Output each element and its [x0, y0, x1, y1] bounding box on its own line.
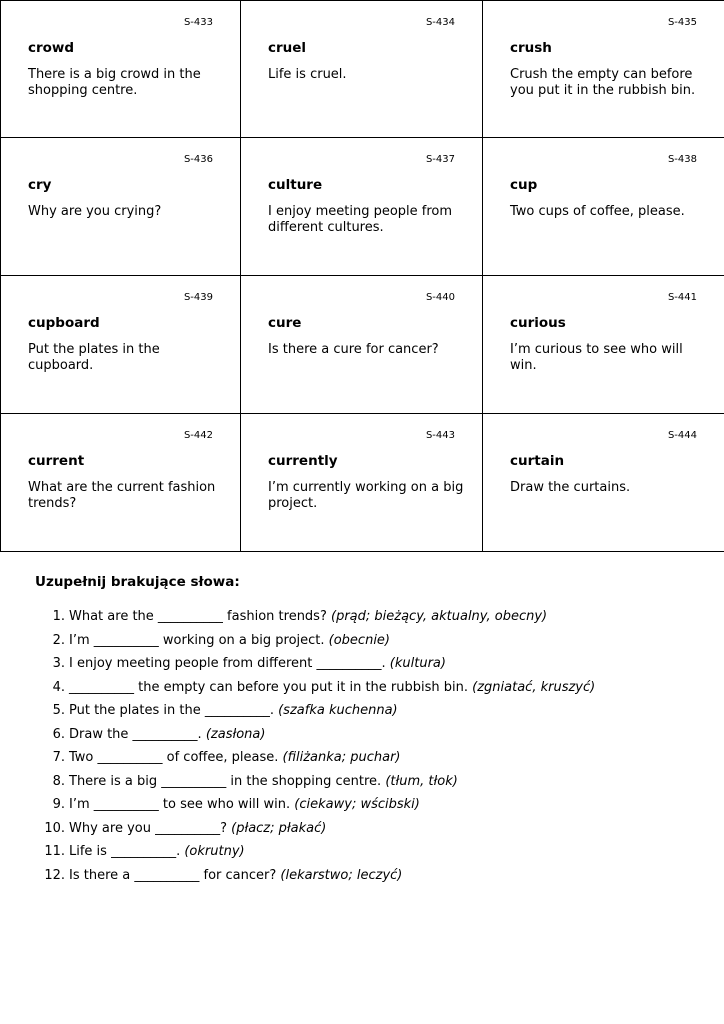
vocab-card — [0, 276, 241, 414]
item-sentence: Life is __________. — [69, 844, 181, 859]
item-sentence: Draw the __________. — [69, 726, 202, 742]
card-word: crush — [510, 40, 552, 56]
item-hint: (płacz; płakać) — [231, 820, 327, 836]
item-sentence: I’m __________ to see who will win. — [69, 797, 291, 812]
item-hint: (zgniatać, kruszyć) — [472, 679, 596, 695]
item-number: 9. — [52, 797, 65, 812]
item-sentence: I enjoy meeting people from different __________. — [69, 656, 386, 671]
card-example: I’m currently working on a big project. — [268, 480, 464, 511]
item-sentence: I’m __________ working on a big project. — [69, 632, 325, 648]
card-example: I’m curious to see who will win. — [510, 342, 683, 373]
vocab-card — [483, 414, 724, 552]
item-hint: (zasłona) — [205, 726, 266, 742]
item-number: 4. — [52, 679, 65, 695]
card-code: S-436 — [183, 154, 213, 165]
card-word: curtain — [510, 453, 565, 469]
card-word: culture — [268, 177, 323, 193]
item-sentence: Put the plates in the __________. — [69, 703, 274, 718]
exercise-item — [35, 840, 695, 864]
card-word: cry — [28, 177, 52, 193]
card-example: There is a big crowd in the shopping centre. — [28, 67, 201, 98]
card-example: Draw the curtains. — [510, 480, 631, 495]
item-number: 12. — [44, 867, 65, 883]
card-word: cup — [510, 177, 538, 193]
card-word: current — [28, 453, 85, 469]
card-code: S-443 — [425, 430, 455, 441]
card-example: Two cups of coffee, please. — [510, 204, 685, 219]
card-example: Life is cruel. — [268, 67, 347, 82]
card-code: S-433 — [183, 17, 213, 28]
item-hint: (tłum, tłok) — [385, 773, 458, 789]
card-code: S-435 — [667, 17, 697, 28]
item-number: 7. — [52, 750, 65, 765]
vocab-card — [0, 138, 241, 276]
vocab-card — [241, 414, 483, 552]
exercise-item — [35, 793, 695, 817]
vocab-card — [0, 414, 241, 552]
vocab-card — [483, 138, 724, 276]
card-code: S-444 — [667, 430, 697, 441]
item-sentence: Why are you __________? — [69, 820, 227, 836]
exercise-title: Uzupełnij brakujące słowa: — [35, 574, 240, 590]
card-word: cupboard — [28, 315, 100, 331]
card-word: crowd — [28, 40, 75, 56]
exercise-item — [35, 699, 695, 723]
exercise-item — [35, 770, 695, 794]
card-example: Crush the empty can before you put it in the rubbish bin. — [510, 67, 696, 98]
card-word: currently — [268, 453, 338, 469]
vocab-card — [483, 276, 724, 414]
exercise-item — [35, 817, 695, 841]
item-number: 10. — [44, 820, 65, 836]
exercise-item — [35, 723, 695, 747]
card-code: S-437 — [425, 154, 455, 165]
card-word: cruel — [268, 40, 307, 56]
exercise-item — [35, 652, 695, 676]
item-sentence: Is there a __________ for cancer? — [69, 867, 277, 883]
exercise-item — [35, 864, 695, 888]
card-example: Why are you crying? — [28, 204, 162, 219]
item-hint: (kultura) — [389, 656, 446, 671]
item-hint: (filiżanka; puchar) — [282, 750, 401, 765]
vocab-card — [483, 0, 724, 138]
vocab-card — [0, 0, 241, 138]
vocab-card — [241, 0, 483, 138]
exercise-item — [35, 629, 695, 653]
item-sentence: __________ the empty can before you put it in the rubbish bin. — [69, 679, 469, 695]
item-hint: (prąd; bieżący, aktualny, obecny) — [331, 609, 548, 624]
item-hint: (ciekawy; wścibski) — [294, 797, 420, 812]
fill-in-exercise — [35, 574, 695, 887]
card-code: S-440 — [425, 292, 455, 303]
item-number: 6. — [52, 726, 65, 742]
vocab-card — [241, 138, 483, 276]
item-sentence: Two __________ of coffee, please. — [69, 750, 279, 765]
card-code: S-439 — [183, 292, 213, 303]
item-hint: (okrutny) — [184, 844, 245, 859]
item-hint: (obecnie) — [328, 632, 390, 648]
item-hint: (szafka kuchenna) — [278, 703, 398, 718]
card-word: curious — [510, 315, 566, 331]
item-sentence: What are the __________ fashion trends? — [69, 609, 327, 624]
item-number: 3. — [52, 656, 65, 671]
exercise-item — [35, 676, 695, 700]
card-example: Put the plates in the cupboard. — [28, 342, 160, 373]
card-code: S-434 — [425, 17, 455, 28]
item-number: 8. — [52, 773, 65, 789]
card-code: S-441 — [667, 292, 697, 303]
item-number: 1. — [52, 609, 65, 624]
card-example: I enjoy meeting people from different cultures. — [268, 204, 453, 235]
exercise-item — [35, 746, 695, 770]
item-number: 2. — [52, 632, 65, 648]
exercise-list — [35, 605, 695, 887]
card-code: S-438 — [667, 154, 697, 165]
item-number: 5. — [52, 703, 65, 718]
exercise-item — [35, 605, 695, 629]
card-code: S-442 — [183, 430, 213, 441]
card-word: cure — [268, 315, 302, 331]
item-hint: (lekarstwo; leczyć) — [280, 867, 403, 883]
card-example: Is there a cure for cancer? — [268, 342, 439, 357]
item-number: 11. — [44, 844, 65, 859]
vocab-card — [241, 276, 483, 414]
card-example: What are the current fashion trends? — [28, 480, 216, 511]
item-sentence: There is a big __________ in the shopping centre. — [69, 773, 382, 789]
